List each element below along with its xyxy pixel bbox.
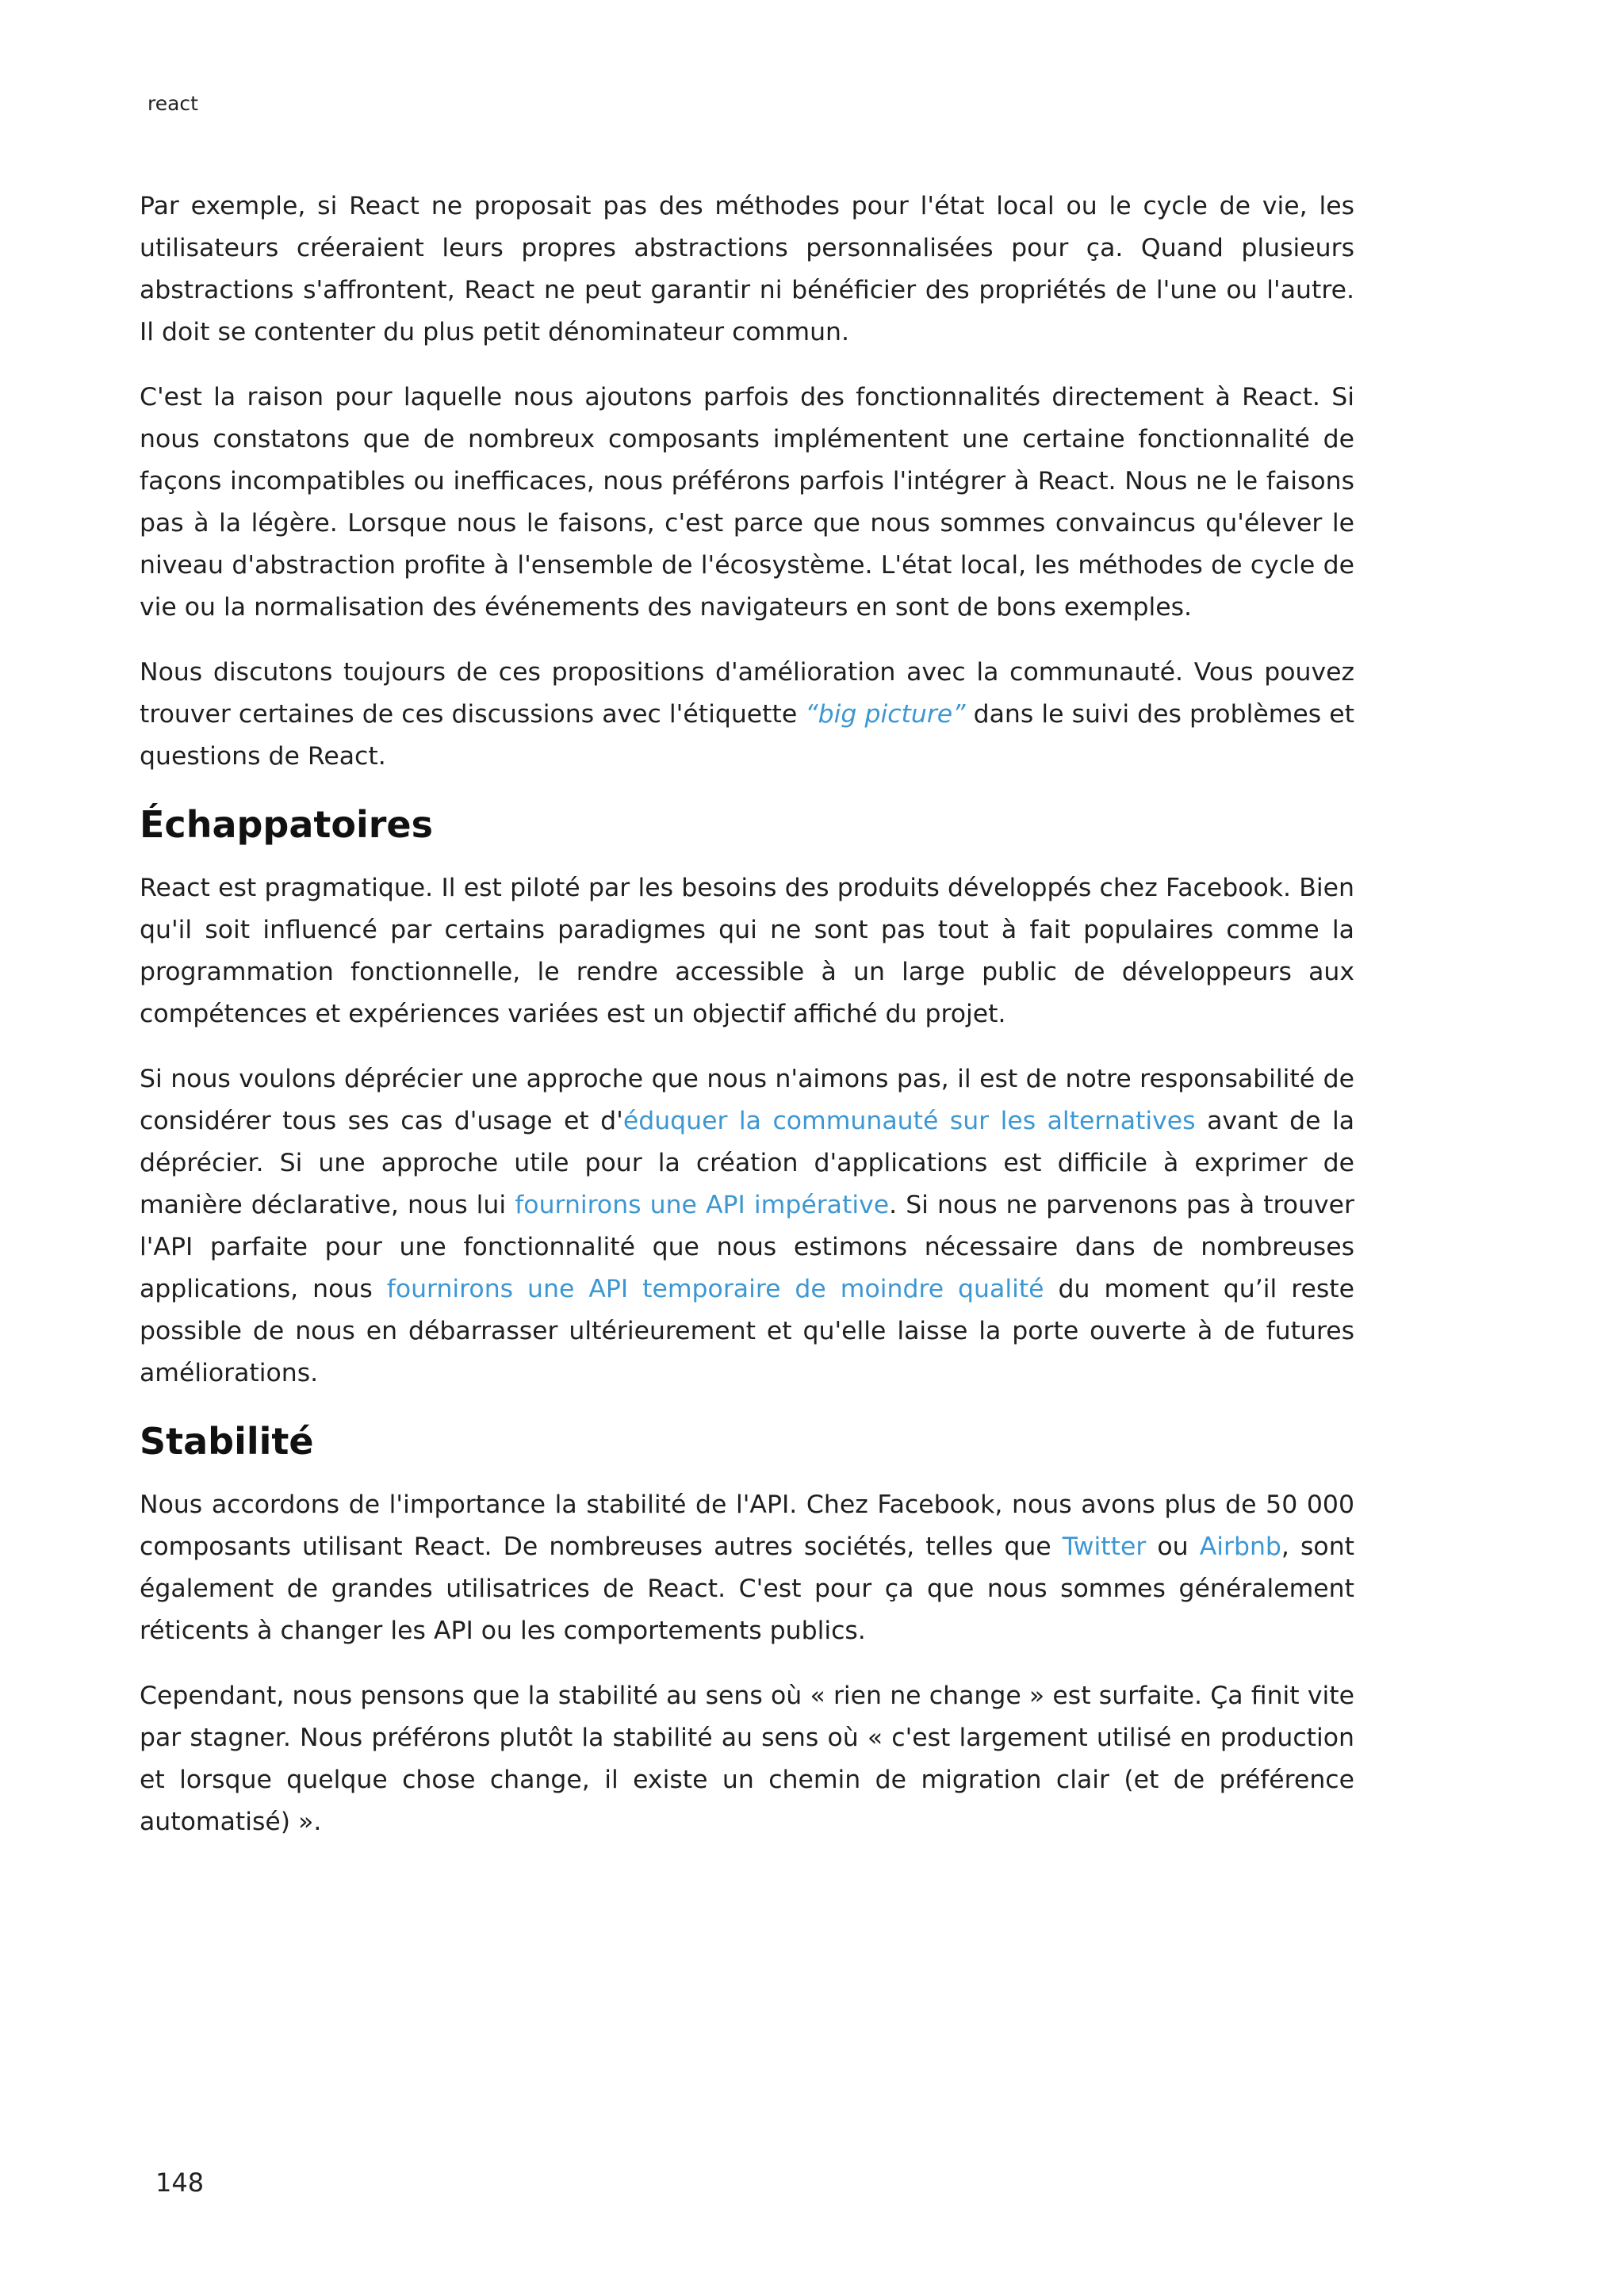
text-segment: Nous discutons toujours de ces propositions d'amélioration avec la communauté. Vous pouvez trouver certaines de ces discussions avec l'étiquette: [140, 658, 1354, 729]
text-segment: ou: [1146, 1533, 1200, 1561]
imperative-api-link[interactable]: fournirons une API impérative: [515, 1191, 890, 1219]
text-segment: du moment qu’il reste possible de nous en débarrasser ultérieurement et qu'elle laisse la porte ouverte à de futures améliorations.: [140, 1275, 1354, 1387]
paragraph-abstractions: Par exemple, si React ne proposait pas des méthodes pour l'état local ou le cycle de vie, les utilisateurs créeraient leurs propres abstractions personnalisées pour ça. Quand plusieurs abstractions s'affrontent, React ne peut garantir ni bénéficier des propriétés de l'une ou l'autre. Il doit se contenter du plus petit dénominateur commun.: [140, 192, 1354, 346]
twitter-link[interactable]: Twitter: [1062, 1533, 1147, 1561]
text-segment: dans le suivi des problèmes et questions de React.: [140, 700, 1354, 771]
educate-community-link[interactable]: éduquer la communauté sur les alternatives: [622, 1107, 1196, 1135]
heading-escape-hatches: Échappatoires: [140, 803, 433, 846]
paragraph-features: C'est la raison pour laquelle nous ajoutons parfois des fonctionnalités directement à React. Si nous constatons que de nombreux composants implémentent une certaine fonctionnalité de façons incompatibles ou inefficaces, nous préférons parfois l'intégrer à React. Nous ne le faisons pas à la légère. Lorsque nous le faisons, c'est parce que nous sommes convaincus qu'élever le niveau d'abstraction profite à l'ensemble de l'écosystème. L'état local, les méthodes de cycle de vie ou la normalisation des événements des navigateurs en sont de bons exemples.: [140, 383, 1354, 622]
text-segment: Nous accordons de l'importance la stabilité de l'API. Chez Facebook, nous avons plus de 50 000 composants utilisant React. De nombreuses autres sociétés, telles que: [140, 1490, 1354, 1561]
text-segment: , sont également de grandes utilisatrices de React. C'est pour ça que nous sommes généralement réticents à changer les API ou les comportements publics.: [140, 1533, 1355, 1645]
heading-stability: Stabilité: [140, 1420, 314, 1463]
text-segment: avant de la déprécier. Si une approche utile pour la création d'applications est difficile à exprimer de manière déclarative, nous lui: [140, 1107, 1355, 1219]
paragraph-api-stability: [140, 1484, 1354, 1652]
paragraph-stagnation: Cependant, nous pensons que la stabilité au sens où « rien ne change » est surfaite. Ça finit vite par stagner. Nous préférons plutôt la stabilité au sens où « c'est largement utilisé en production et lorsque quelque chose change, il existe un chemin de migration clair (et de préférence automatisé) ».: [140, 1682, 1354, 1836]
temporary-api-link[interactable]: fournirons une API temporaire de moindre qualité: [386, 1275, 1044, 1303]
paragraph-discussions: [140, 652, 1354, 778]
airbnb-link[interactable]: Airbnb: [1199, 1533, 1281, 1561]
text-segment: . Si nous ne parvenons pas à trouver l'API parfaite pour une fonctionnalité que nous estimons nécessaire dans de nombreuses applications, nous: [140, 1191, 1355, 1303]
paragraph-deprecation: [140, 1058, 1354, 1395]
page-number: 148: [155, 2168, 205, 2198]
paragraph-pragmatic: React est pragmatique. Il est piloté par les besoins des produits développés chez Facebook. Bien qu'il soit influencé par certains paradigmes qui ne sont pas tout à fait populaires comme la programmation fonctionnelle, le rendre accessible à un large public de développeurs aux compétences et expériences variées est un objectif affiché du projet.: [140, 874, 1354, 1028]
big-picture-link[interactable]: “big picture”: [805, 700, 966, 729]
running-header: react: [147, 92, 198, 115]
page-content: [140, 186, 1354, 1866]
text-segment: Si nous voulons déprécier une approche que nous n'aimons pas, il est de notre responsabilité de considérer tous ses cas d'usage et d': [140, 1065, 1354, 1135]
